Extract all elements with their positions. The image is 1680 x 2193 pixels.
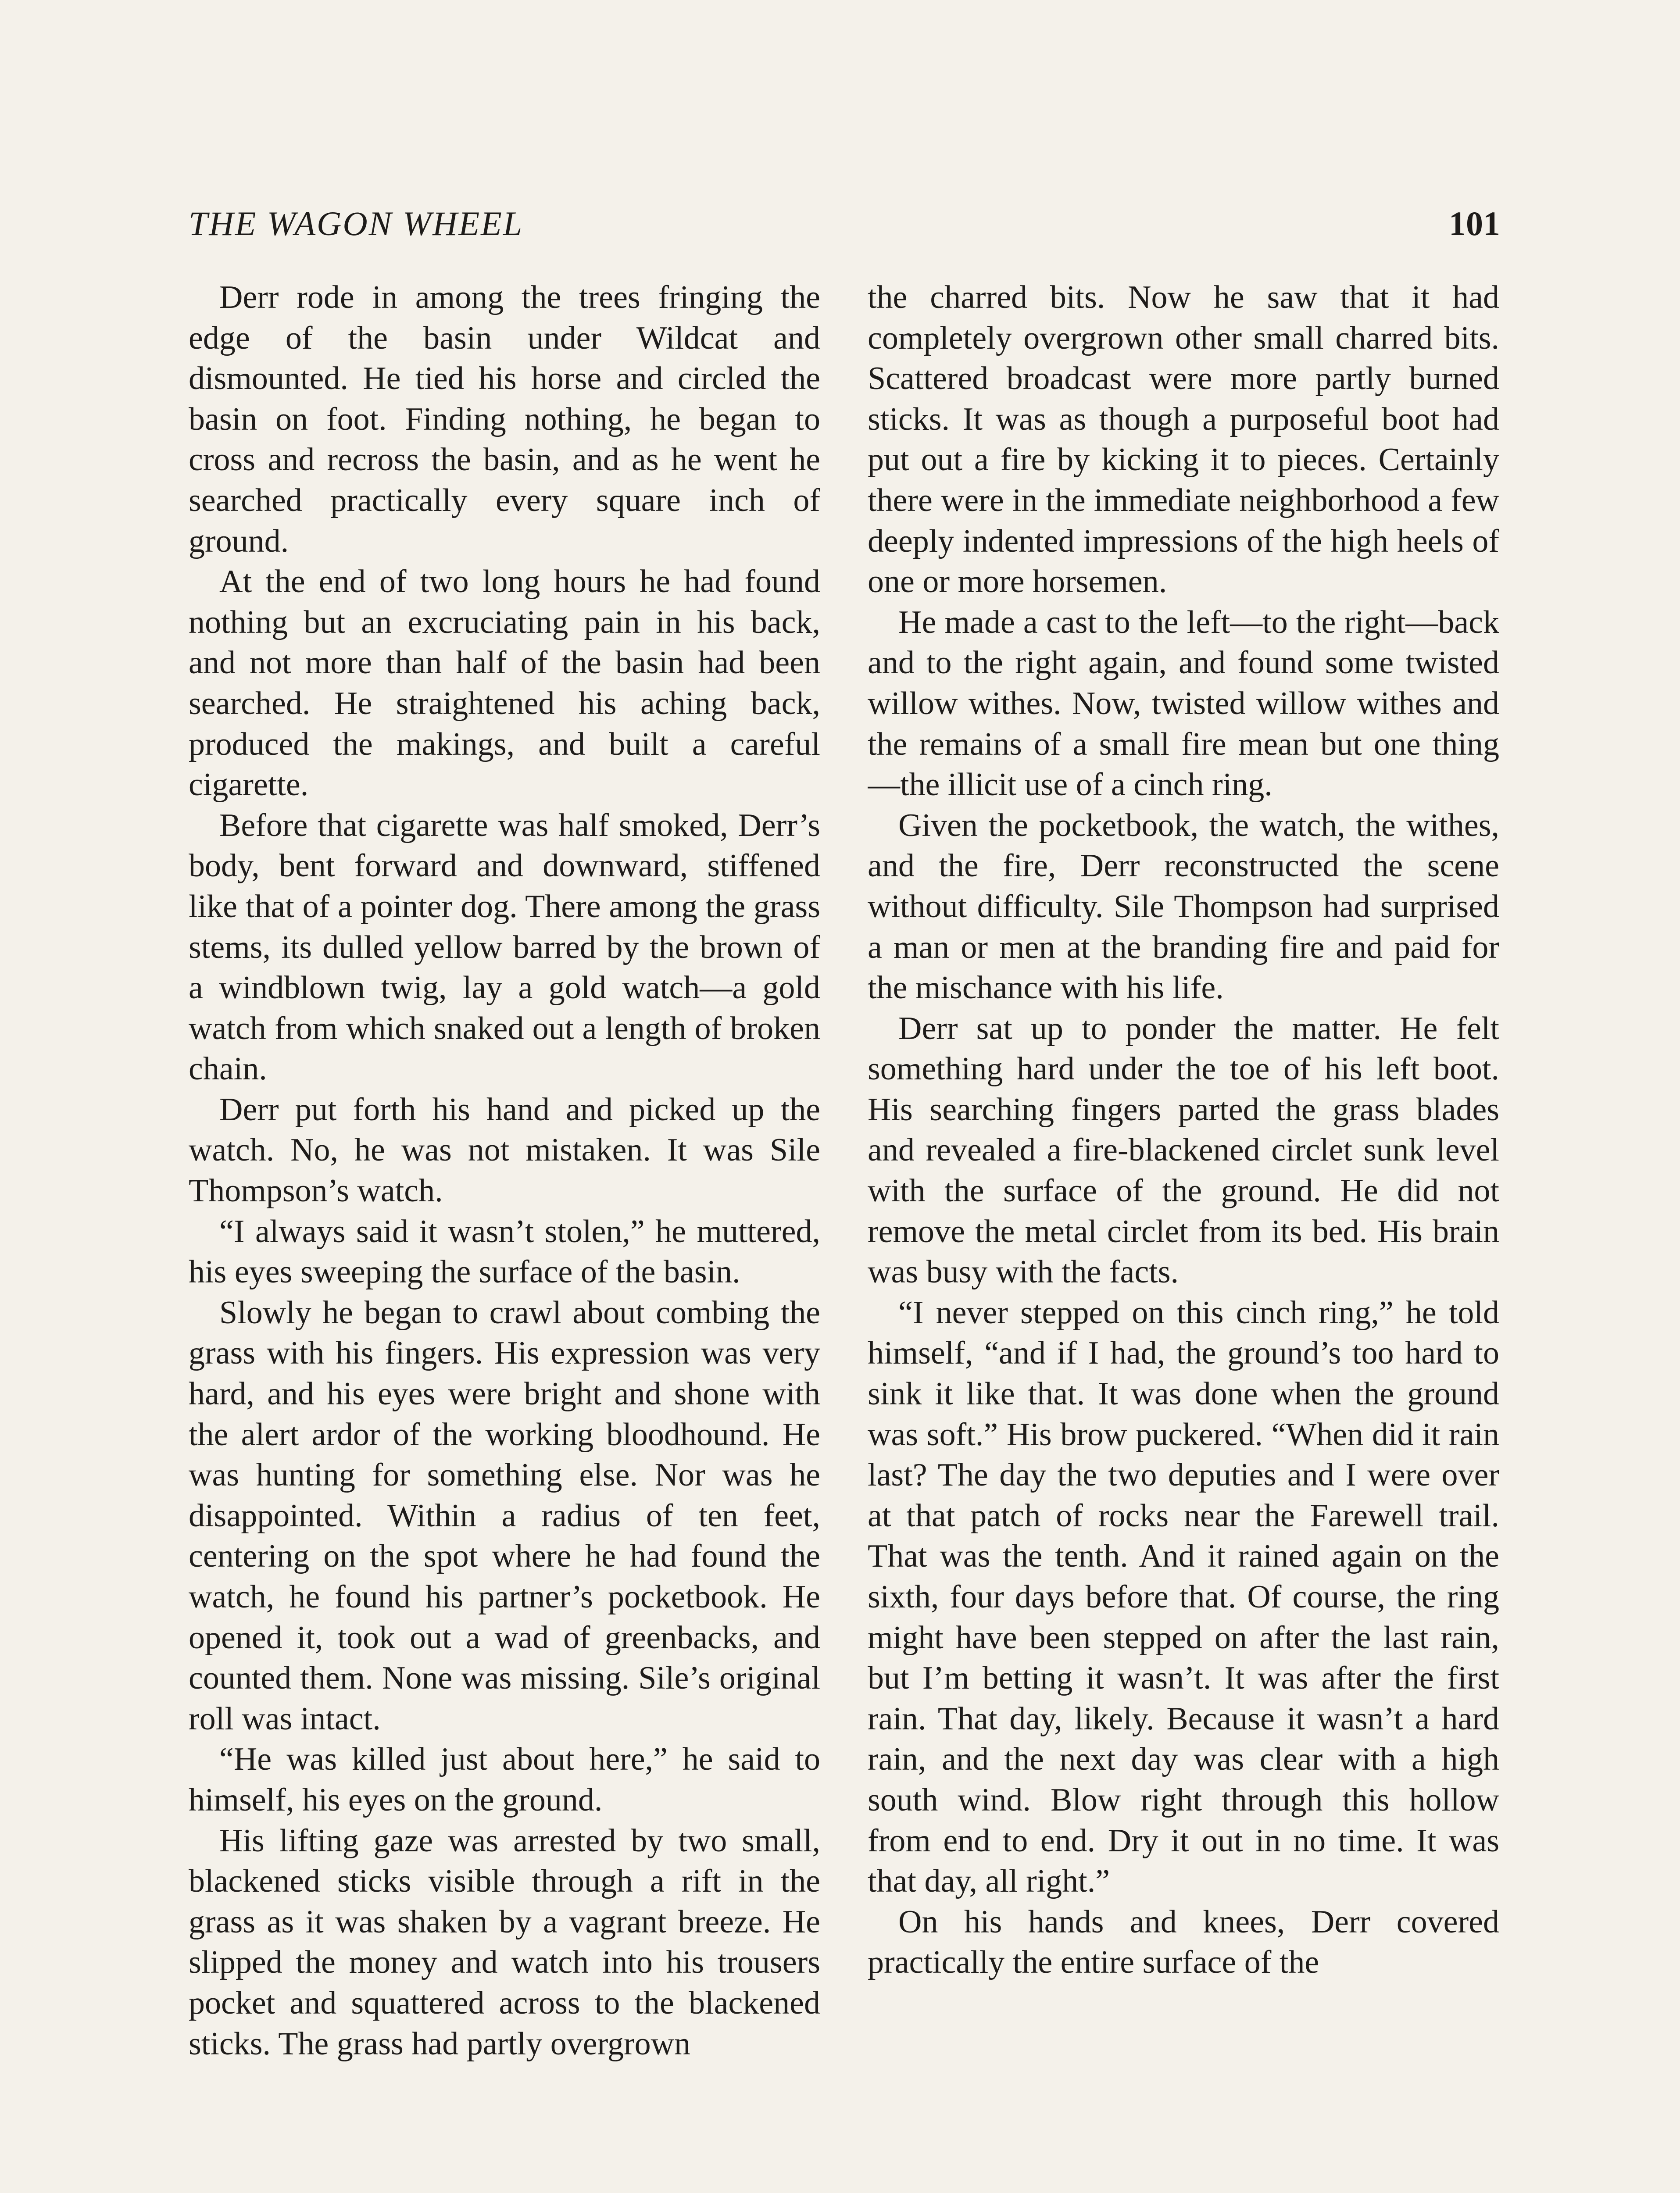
paragraph: Given the pocketbook, the watch, the withes, and the fire, Derr reconstructed the scene without difficulty. Sile Thompson had surprised a man or men at the branding fire and paid for the mischance with his life. [868,807,1499,1006]
text-column-right [868,277,1499,2193]
paragraph: At the end of two long hours he had found nothing but an excruciating pain in his back, and not more than half of the basin had been searched. He straightened his aching back, produced the makings, and built a careful cigarette. [189,564,820,803]
paragraph-continued: the charred bits. Now he saw that it had completely overgrown other small charred bits. Scattered broadcast were more partly burned sticks. It was as though a purposeful boot had put out a fire by kicking it to pieces. Certainly there were in the immediate neighborhood a few deeply indented impressions of the high heels of one or more horsemen. [868,279,1499,600]
running-title: THE WAGON WHEEL [189,204,524,243]
paragraph: “I never stepped on this cinch ring,” he told himself, “and if I had, the ground’s too hard to sink it like that. It was done when the ground was soft.” His brow puckered. “When did it rain last? The day the two deputies and I were over at that patch of rocks near the Farewell trail. That was the tenth. And it rained again on the sixth, four days before that. Of course, the ring might have been stepped on after the last rain, but I’m betting it wasn’t. It was after the first rain. That day, likely. Because it wasn’t a hard rain, and the next day was clear with a high south wind. Blow right through this hollow from end to end. Dry it out in no time. It was that day, all right.” [868,1294,1499,1900]
page-number: 101 [1449,204,1500,243]
paragraph: On his hands and knees, Derr covered practically the entire surface of the [868,1904,1499,1981]
paragraph: “I always said it wasn’t stolen,” he muttered, his eyes sweeping the surface of the basin. [189,1213,820,1290]
paragraph: His lifting gaze was arrested by two small, blackened sticks visible through a rift in the grass as it was shaken by a vagrant breeze. He slipped the money and watch into his trousers pocket and squattered across to the blackened sticks. The grass had partly overgrown [189,1822,820,2062]
paragraph: Derr rode in among the trees fringing the edge of the basin under Wildcat and dismounted. He tied his horse and circled the basin on foot. Finding nothing, he began to cross and recross the basin, and as he went he searched practically every square inch of ground. [189,279,820,559]
text-column-left [189,277,820,2193]
paragraph: Derr put forth his hand and picked up the watch. No, he was not mistaken. It was Sile Thompson’s watch. [189,1091,820,1209]
paragraph: “He was killed just about here,” he said to himself, his eyes on the ground. [189,1741,820,1818]
paragraph: He made a cast to the left—to the right—back and to the right again, and found some twisted willow withes. Now, twisted willow withes and the remains of a small fire mean but one thing —the illicit use of a cinch ring. [868,604,1499,803]
running-header [189,200,1500,248]
paragraph: Derr sat up to ponder the matter. He felt something hard under the toe of his left boot. His searching fingers parted the grass blades and revealed a fire-blackened circlet sunk level with the surface of the ground. He did not remove the metal circlet from its bed. His brain was busy with the facts. [868,1010,1499,1290]
paragraph: Before that cigarette was half smoked, Derr’s body, bent forward and downward, stiffened like that of a pointer dog. There among the grass stems, its dulled yellow barred by the brown of a windblown twig, lay a gold watch—a gold watch from which snaked out a length of broken chain. [189,807,820,1087]
paragraph: Slowly he began to crawl about combing the grass with his fingers. His expression was very hard, and his eyes were bright and shone with the alert ardor of the working bloodhound. He was hunting for something else. Nor was he disappointed. Within a radius of ten feet, centering on the spot where he had found the watch, he found his partner’s pocketbook. He opened it, took out a wad of greenbacks, and counted them. None was missing. Sile’s original roll was intact. [189,1294,820,1737]
